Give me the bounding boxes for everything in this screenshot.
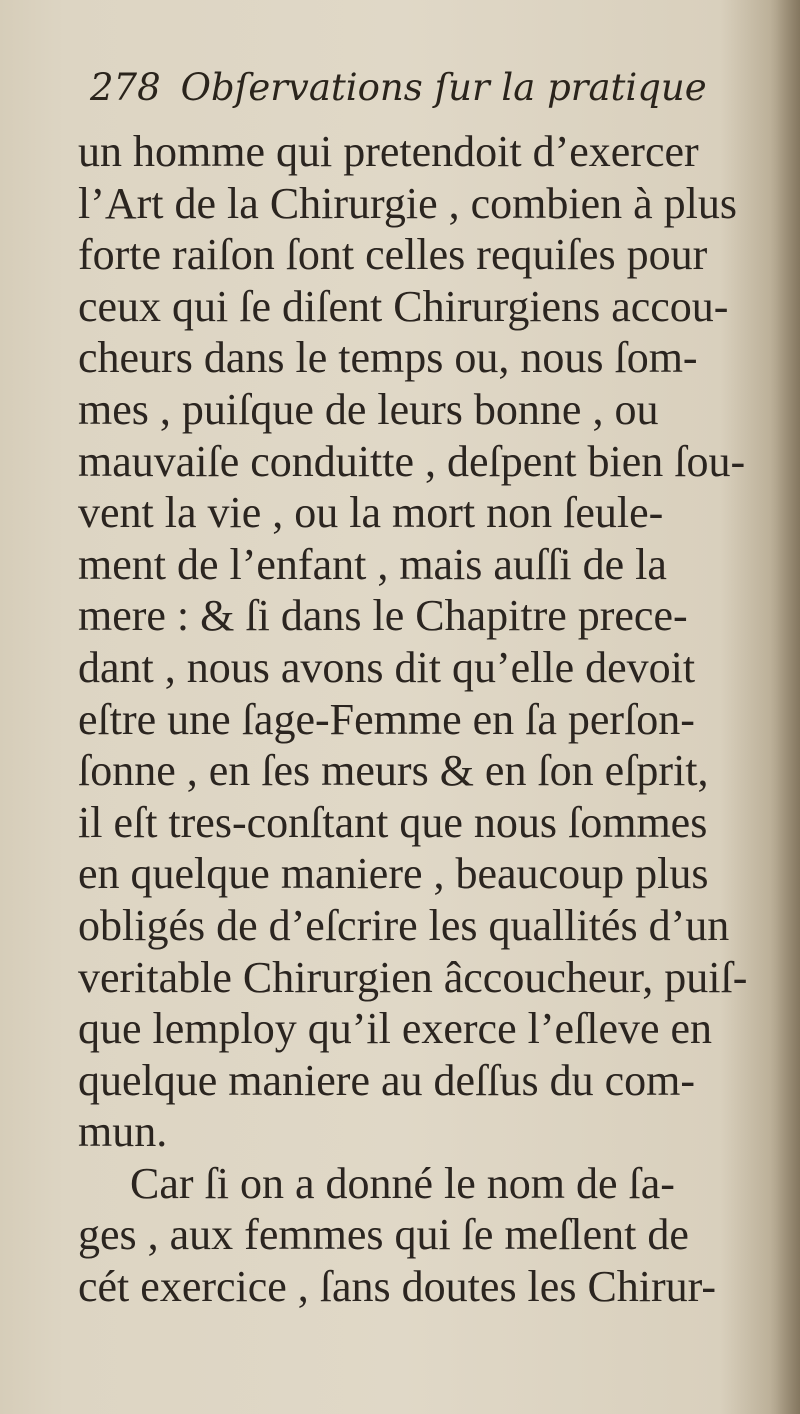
text-line: veritable Chirurgien âccoucheur, puiſ-: [78, 952, 748, 1002]
text-line: ges , aux femmes qui ſe meſlent de: [78, 1210, 689, 1260]
body-text: [78, 126, 778, 1313]
text-line: vent la vie , ou la mort non ſeule-: [78, 488, 664, 538]
page-number: 278: [90, 66, 161, 109]
text-line: ſonne , en ſes meurs & en ſon eſprit,: [78, 746, 709, 796]
text-line: ment de l’enfant , mais auſſi de la: [78, 539, 667, 589]
text-line: que lemploy qu’il exerce l’eſleve en: [78, 1004, 713, 1054]
text-line: l’Art de la Chirurgie , combien à plus: [78, 178, 738, 228]
text-line: mere : & ſi dans le Chapitre prece-: [78, 591, 688, 641]
text-line: eſtre une ſage-Femme en ſa perſon-: [78, 694, 695, 744]
text-line: dant , nous avons dit qu’elle devoit: [78, 642, 696, 692]
text-line: forte raiſon ſont celles requiſes pour: [78, 230, 708, 280]
text-line: un homme qui pretendoit d’exercer: [78, 127, 699, 176]
paragraph-start-line: Car ſi on a donné le nom de ſa-: [130, 1158, 675, 1208]
text-line: cheurs dans le temps ou, nous ſom-: [78, 333, 698, 383]
text-line: mauvaiſe conduitte , deſpent bien ſou-: [78, 436, 746, 486]
text-line: en quelque maniere , beaucoup plus: [78, 849, 709, 899]
text-line: mun.: [78, 1107, 168, 1157]
text-line: cét exercice , ſans doutes les Chirur-: [78, 1262, 717, 1312]
text-line: quelque maniere au deſſus du com-: [78, 1055, 696, 1105]
running-title: Obſervations ſur la pratique: [180, 66, 707, 109]
text-line: obligés de d’eſcrire les quallités d’un: [78, 900, 730, 950]
text-line: ceux qui ſe diſent Chirurgiens accou-: [78, 281, 729, 331]
page-header: [90, 66, 730, 126]
text-line: il eſt tres-conſtant que nous ſommes: [78, 797, 708, 847]
text-line: mes , puiſque de leurs bonne , ou: [78, 384, 659, 434]
